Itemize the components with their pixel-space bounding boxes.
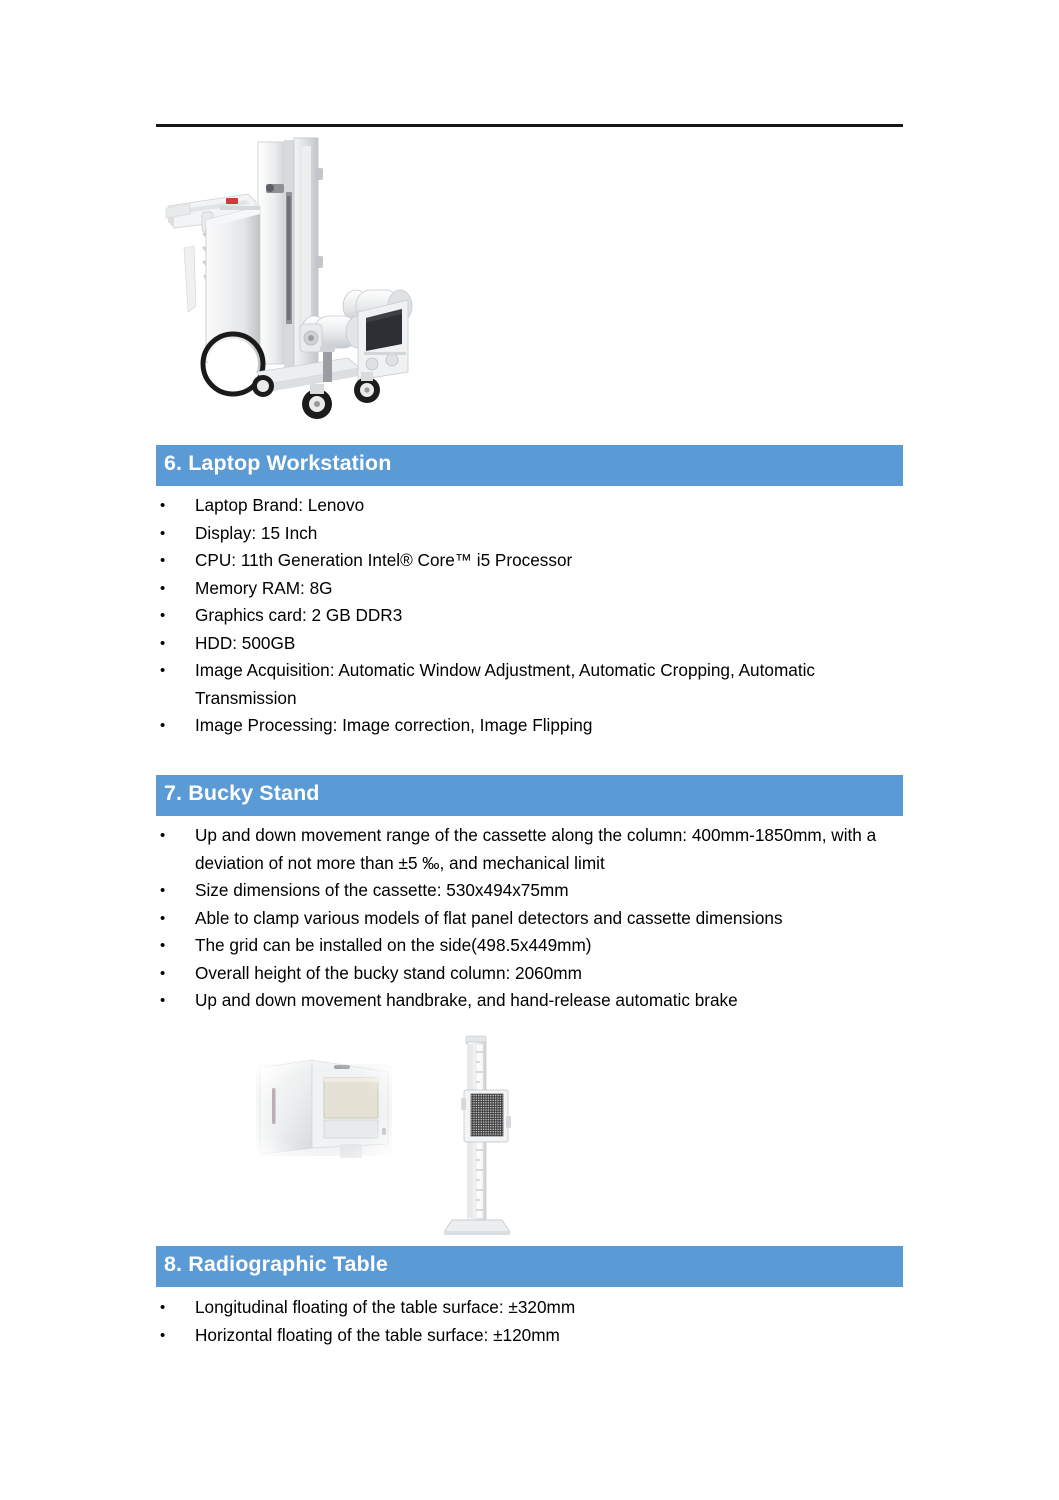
section-header-bucky-stand — [156, 775, 903, 816]
bullet-list-bucky-stand — [156, 822, 908, 1015]
list-item — [156, 987, 908, 1015]
bullet-marker-icon: • — [160, 634, 166, 652]
list-item-text: CPU: 11th Generation Intel® Core™ i5 Processor — [195, 550, 573, 570]
list-item-text: Image Acquisition: Automatic Window Adjustment, Automatic Cropping, Automatic Transmission — [195, 660, 816, 708]
list-item-text: The grid can be installed on the side(498.5x449mm) — [195, 935, 592, 955]
list-item — [156, 575, 908, 603]
bullet-marker-icon: • — [160, 552, 166, 569]
bullet-list-radiographic-table — [156, 1294, 908, 1349]
header-rule — [156, 124, 903, 127]
bullet-marker-icon: • — [160, 717, 166, 734]
bucky-stand-images — [240, 1032, 542, 1240]
section-title-laptop-workstation: 6. Laptop Workstation — [164, 451, 392, 476]
list-item — [156, 877, 908, 905]
bullet-marker-icon: • — [160, 909, 166, 927]
section-header-laptop-workstation — [156, 445, 903, 486]
bullet-marker-icon: • — [160, 662, 166, 679]
list-item — [156, 547, 908, 575]
list-item-text: Up and down movement range of the cassette along the column: 400mm-1850mm, with a deviation of not more than ±5 ‰, and mechanical limit — [195, 825, 877, 873]
list-item-text: HDD: 500GB — [195, 632, 296, 653]
section-header-radiographic-table — [156, 1246, 903, 1287]
bucky-cassette-closeup — [250, 1054, 400, 1166]
list-item — [156, 905, 908, 933]
section-title-radiographic-table: 8. Radiographic Table — [164, 1252, 388, 1277]
list-item — [156, 602, 908, 630]
bullet-marker-icon: • — [160, 607, 166, 624]
list-item-text: Graphics card: 2 GB DDR3 — [195, 605, 403, 625]
list-item — [156, 932, 908, 960]
list-item — [156, 960, 908, 988]
list-item — [156, 1322, 908, 1350]
list-item — [156, 657, 908, 712]
list-item — [156, 492, 908, 520]
section-title-bucky-stand: 7. Bucky Stand — [164, 781, 320, 806]
bullet-marker-icon: • — [160, 882, 166, 899]
bullet-marker-icon: • — [160, 827, 166, 844]
list-item — [156, 630, 908, 658]
list-item-text: Image Processing: Image correction, Image Flipping — [195, 715, 593, 735]
list-item — [156, 520, 908, 548]
list-item-text: Overall height of the bucky stand column: 2060mm — [195, 962, 582, 983]
bullet-list-laptop-workstation — [156, 492, 908, 740]
list-item-text: Memory RAM: 8G — [195, 577, 333, 598]
list-item-text: Able to clamp various models of flat panel detectors and cassette dimensions — [195, 907, 783, 928]
bucky-stand-column-figure — [444, 1036, 511, 1235]
bullet-marker-icon: • — [160, 1326, 166, 1344]
list-item-text: Longitudinal floating of the table surface: ±320mm — [195, 1297, 576, 1317]
bullet-marker-icon: • — [160, 579, 166, 597]
list-item — [156, 1294, 908, 1322]
bullet-marker-icon: • — [160, 937, 166, 954]
bullet-marker-icon: • — [160, 524, 166, 542]
mobile-xray-machine-image — [160, 136, 422, 428]
list-item-text: Laptop Brand: Lenovo — [195, 495, 365, 515]
list-item-text: Size dimensions of the cassette: 530x494x75mm — [195, 880, 569, 900]
list-item-text: Up and down movement handbrake, and hand-release automatic brake — [195, 990, 738, 1010]
bullet-marker-icon: • — [160, 497, 166, 514]
list-item — [156, 822, 908, 877]
list-item-text: Display: 15 Inch — [195, 522, 318, 543]
bullet-marker-icon: • — [160, 1299, 166, 1316]
bullet-marker-icon: • — [160, 964, 166, 982]
list-item-text: Horizontal floating of the table surface: ±120mm — [195, 1324, 560, 1345]
list-item — [156, 712, 908, 740]
bullet-marker-icon: • — [160, 992, 166, 1009]
